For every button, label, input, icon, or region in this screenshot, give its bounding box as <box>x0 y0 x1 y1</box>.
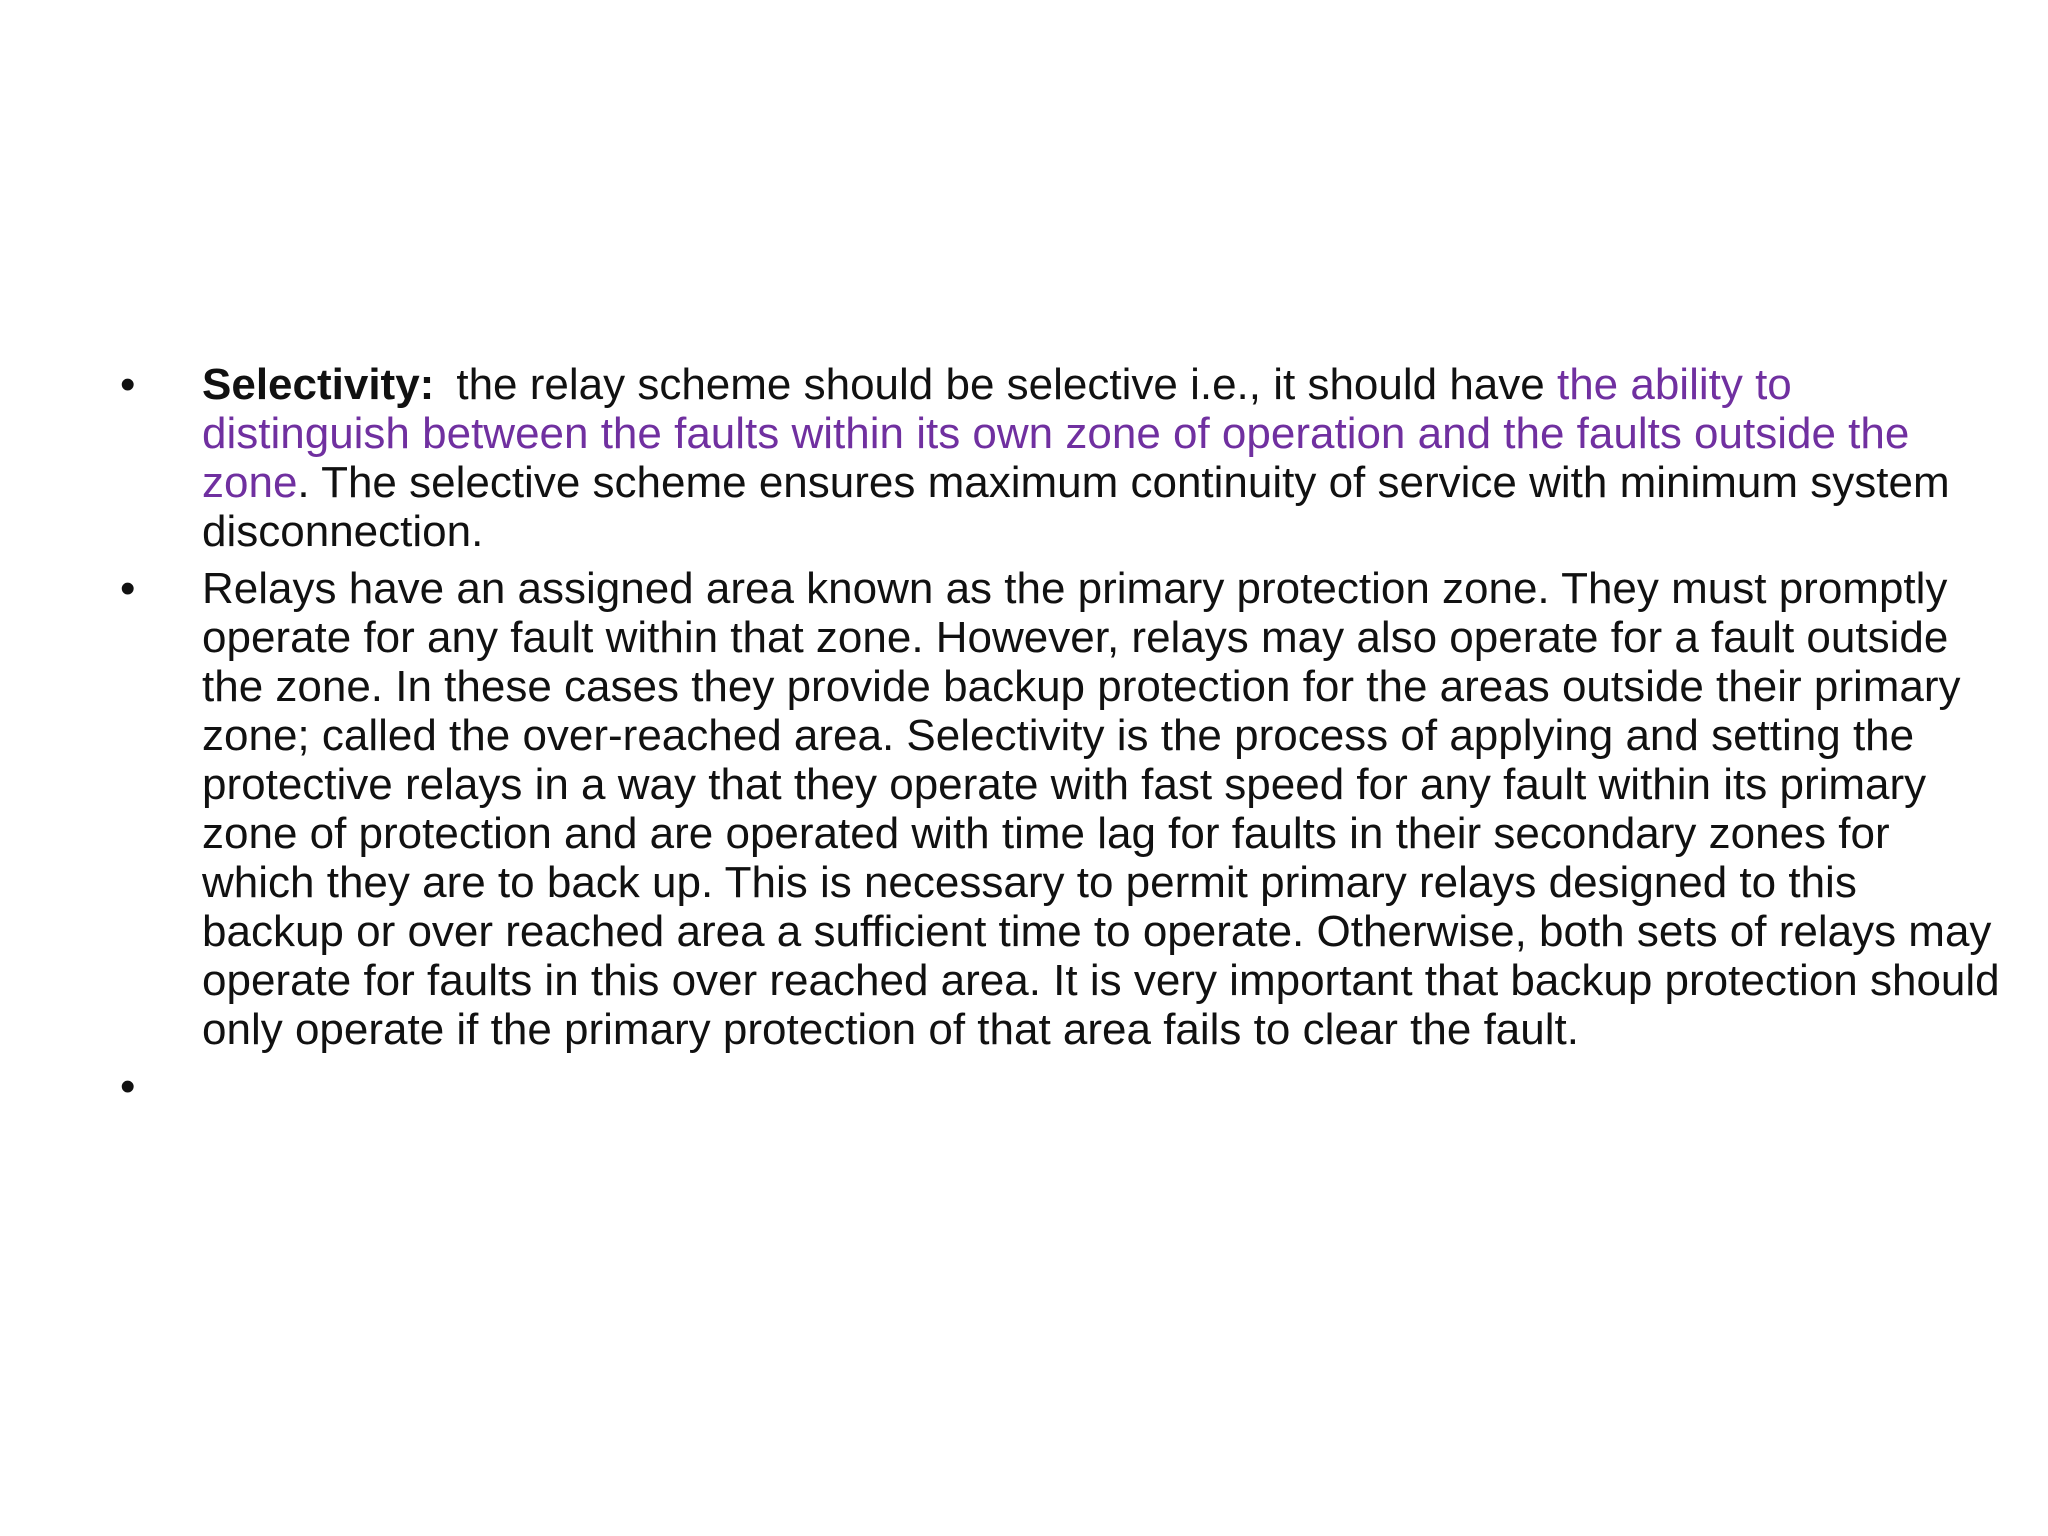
selectivity-text-intro: the relay scheme should be selective i.e., it should have <box>456 360 1557 409</box>
selectivity-text-end: . The selective scheme ensures maximum continuity of service with minimum system disconnection. <box>202 458 1950 556</box>
bullet-item-selectivity <box>120 360 2000 556</box>
bullet-item-relays <box>120 564 2000 1054</box>
bullet-icon <box>120 564 150 613</box>
relays-paragraph: Relays have an assigned area known as the primary protection zone. They must promptly operate for any fault within that zone. However, relays may also operate for a fault outside the zone. In these cases they provide backup protection for the areas outside their primary zone; called the over-reached area. Selectivity is the process of applying and setting the protective relays in a way that they operate with fast speed for any fault within its primary zone of protection and are operated with time lag for faults in their secondary zones for which they are to back up. This is necessary to permit primary relays designed to this backup or over reached area a sufficient time to operate. Otherwise, both sets of relays may operate for faults in this over reached area. It is very important that backup protection should only operate if the primary protection of that area fails to clear the fault. <box>202 564 2000 1054</box>
bullet-item-empty <box>120 1062 2000 1111</box>
selectivity-label: Selectivity: <box>202 360 435 409</box>
bullet-list <box>120 360 2000 1119</box>
bullet-icon <box>120 360 150 409</box>
selectivity-highlight: the ability to distinguish between the faults within its own zone of operation and the faults outside the zone <box>202 360 1910 507</box>
bullet-icon <box>120 1062 150 1111</box>
